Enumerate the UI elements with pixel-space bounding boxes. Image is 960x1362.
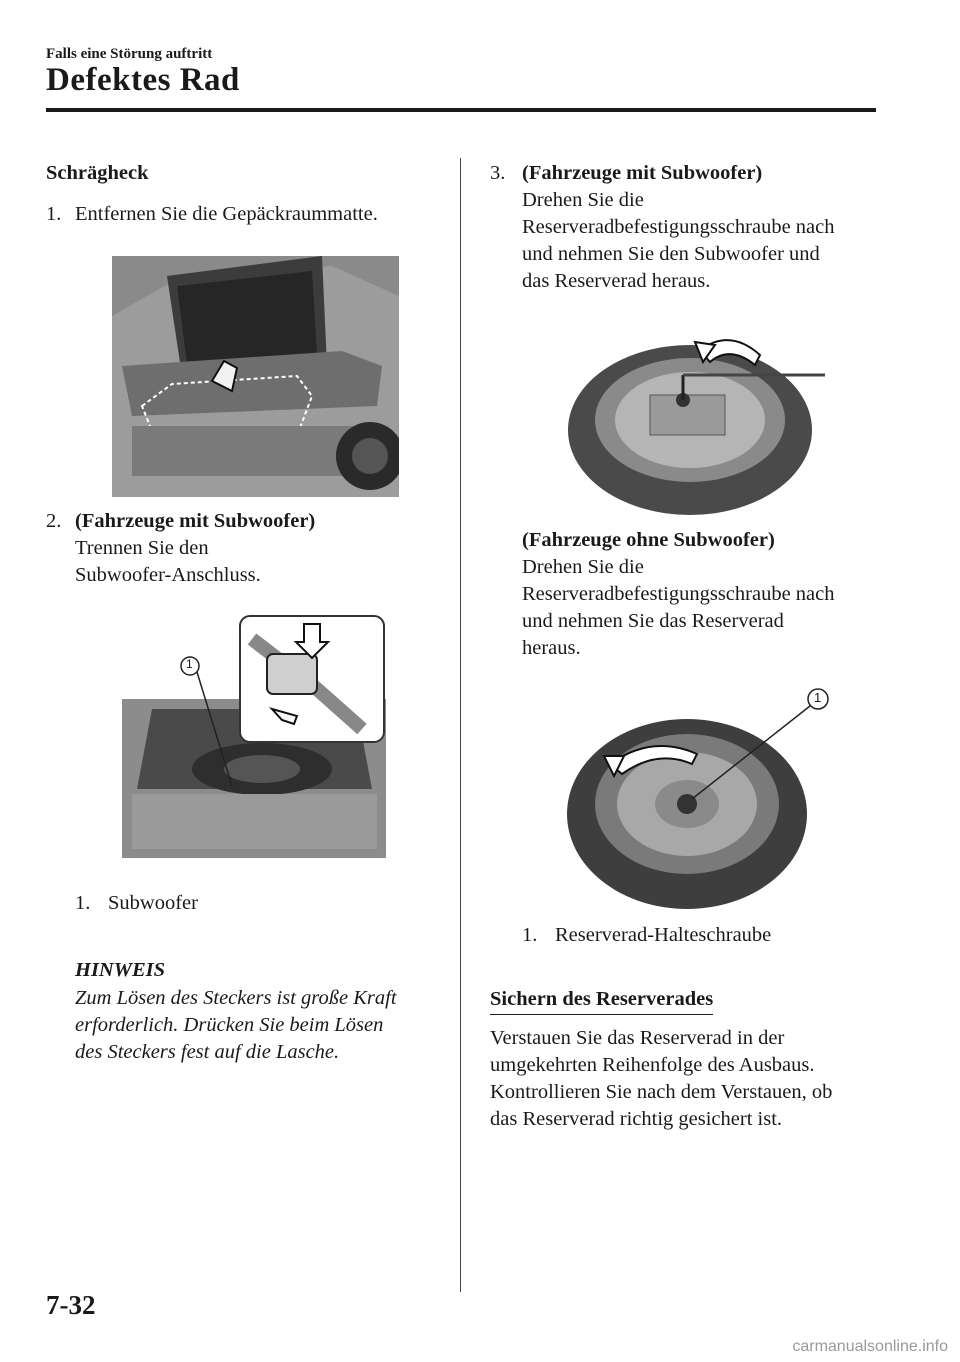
note-line-3: des Steckers fest auf die Lasche. <box>75 1041 340 1063</box>
step-2-number: 2. <box>46 510 62 532</box>
step-3-line-4: das Reserverad heraus. <box>522 270 711 292</box>
spare-wheel-subwoofer-image <box>565 320 837 516</box>
without-title: (Fahrzeuge ohne Subwoofer) <box>522 529 775 551</box>
note-line-2: erforderlich. Drücken Sie beim Lösen <box>75 1014 384 1036</box>
step-1-text: Entfernen Sie die Gepäckraummatte. <box>75 203 378 225</box>
securing-heading: Sichern des Reserverades <box>490 986 713 1015</box>
step-3-number: 3. <box>490 162 506 184</box>
securing-line-4: das Reserverad richtig gesichert ist. <box>490 1108 783 1130</box>
without-line-1: Drehen Sie die <box>522 556 644 578</box>
subwoofer-connector-image <box>122 614 386 858</box>
step-3-line-1: Drehen Sie die <box>522 189 644 211</box>
subsection-heading: Schrägheck <box>46 162 149 184</box>
header-rule <box>46 108 876 112</box>
page-number: 7-32 <box>46 1290 96 1320</box>
caption-1-number: 1. <box>75 892 91 914</box>
hatchback-trunk-image <box>112 256 399 497</box>
chapter-title: Defektes Rad <box>46 62 240 98</box>
step-3-line-3: und nehmen Sie den Subwoofer und <box>522 243 820 265</box>
step-2-line-2: Subwoofer-Anschluss. <box>75 564 261 586</box>
spare-wheel-image <box>562 684 840 912</box>
watermark: carmanualsonline.info <box>792 1338 948 1355</box>
without-line-4: heraus. <box>522 637 581 659</box>
callout-number: 1 <box>814 690 822 705</box>
step-2-line-1: Trennen Sie den <box>75 537 209 559</box>
securing-line-2: umgekehrten Reihenfolge des Ausbaus. <box>490 1054 815 1076</box>
securing-line-1: Verstauen Sie das Reserverad in der <box>490 1027 785 1049</box>
step-3-title: (Fahrzeuge mit Subwoofer) <box>522 162 763 184</box>
securing-line-3: Kontrollieren Sie nach dem Verstauen, ob <box>490 1081 833 1103</box>
note-title: HINWEIS <box>75 959 166 981</box>
note-line-1: Zum Lösen des Steckers ist große Kraft <box>75 987 397 1009</box>
step-2-title: (Fahrzeuge mit Subwoofer) <box>75 510 316 532</box>
step-1-number: 1. <box>46 203 62 225</box>
callout-number: 1 <box>186 657 193 671</box>
caption-1-text: Subwoofer <box>108 892 198 914</box>
without-line-3: und nehmen Sie das Reserverad <box>522 610 784 632</box>
column-divider <box>460 158 461 1292</box>
step-3-line-2: Reserveradbefestigungsschraube nach <box>522 216 835 238</box>
without-line-2: Reserveradbefestigungsschraube nach <box>522 583 835 605</box>
caption-2-number: 1. <box>522 924 538 946</box>
section-label: Falls eine Störung auftritt <box>46 46 213 62</box>
caption-2-text: Reserverad-Halteschraube <box>555 924 772 946</box>
